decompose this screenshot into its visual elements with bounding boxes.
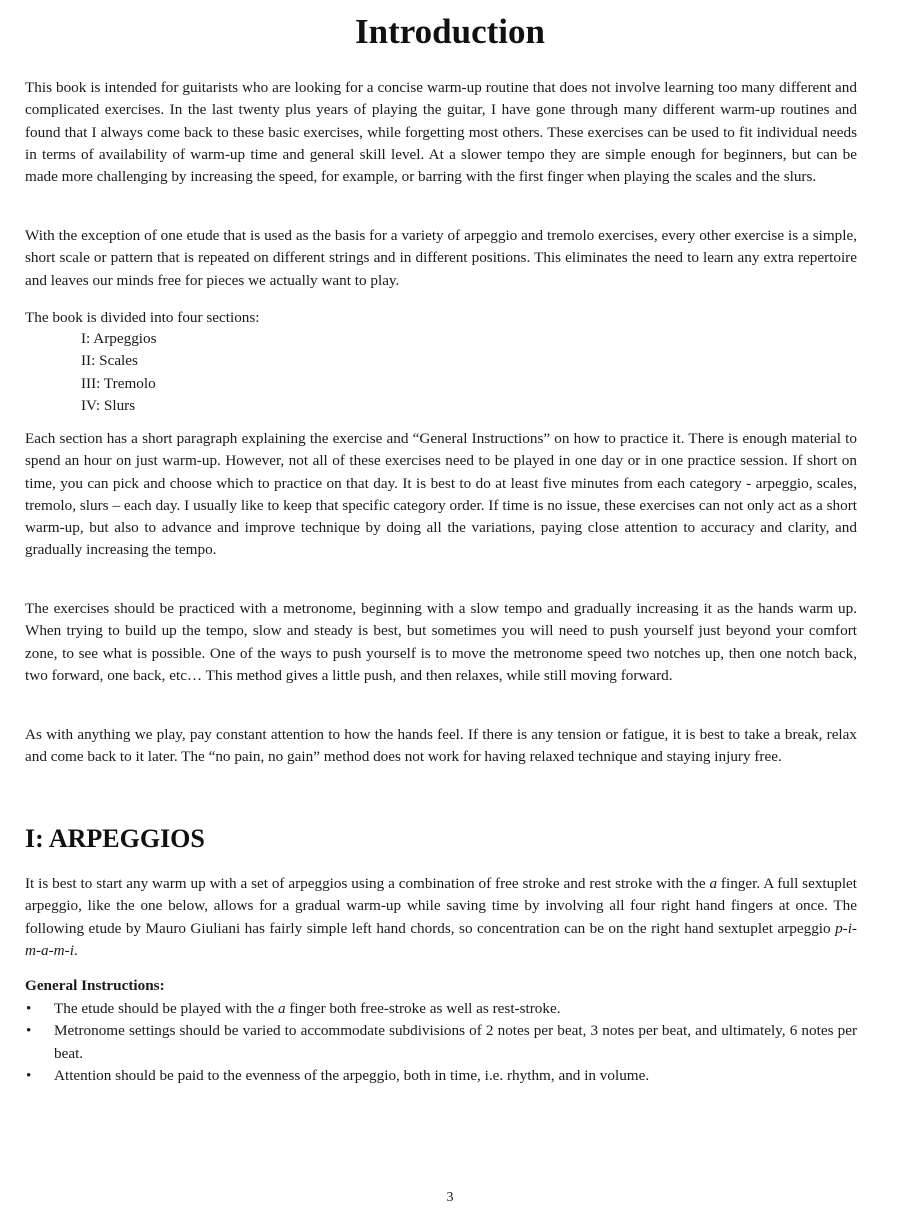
arpeggios-intro-text: finger. A full sextuplet arpeggio, like the one below, allows for a gradual warm-up while saving time by involving all four right hand fingers at once. The following etude by Mauro Giuliani has fairly simple left hand chords, so concentration can be on the right hand sextuplet arpeggio xyxy=(25,875,858,937)
finger-a-italic: a xyxy=(709,875,718,892)
paragraph-arpeggios-intro xyxy=(25,873,857,962)
list-item xyxy=(25,1065,857,1087)
general-instructions-list xyxy=(25,998,857,1087)
finger-a-italic: a xyxy=(277,1000,286,1017)
list-item xyxy=(25,1020,857,1065)
paragraph-tension: As with anything we play, pay constant attention to how the hands feel. If there is any tension or fatigue, it is best to take a break, relax and come back to it later. The “no pain, no gain” method does not work for having relaxed technique and staying injury free. xyxy=(25,726,857,766)
bullet-icon: • xyxy=(26,1000,32,1017)
section-item: II: Scales xyxy=(81,352,138,370)
arpeggios-heading: I: ARPEGGIOS xyxy=(25,824,205,853)
paragraph-section-overview: Each section has a short paragraph explaining the exercise and “General Instructions” on how to practice it. There is enough material to spend an hour on just warm-up. However, not all of these exercises need to be played in one day or in one practice session. If short on time, you can pick and choose which to practice on that day. It is best to do at least five minutes from each category - arpeggio, scales, tremolo, slurs – each day. I usually like to keep that specific category order. If time is no issue, these exercises can not only act as a short warm-up, but also to advance and improve technique by doing all the variations, paying close attention to accuracy and clarity, and gradually increasing the tempo. xyxy=(25,430,857,559)
page-number: 3 xyxy=(446,1190,454,1205)
bullet-text: Attention should be paid to the evenness of the arpeggio, both in time, i.e. rhythm, and in volume. xyxy=(54,1066,650,1084)
bullet-text: The etude should be played with the xyxy=(54,1000,278,1017)
bullet-icon: • xyxy=(26,1022,32,1040)
bullet-icon: • xyxy=(26,1066,32,1084)
paragraph-intro: This book is intended for guitarists who are looking for a concise warm-up routine that does not involve learning too many different and complicated exercises. In the last twenty plus years of playing the guitar, I have gone through many different warm-up routines and found that I always come back to these basic exercises, while forgetting most others. These exercises can be used to fit individual needs in terms of availability of warm-up time and general skill level. At a slower tempo they are simple enough for beginners, but can be made more challenging by increasing the speed, for example, or barring with the first finger when playing the scales and the slurs. xyxy=(25,79,857,186)
page-title: Introduction xyxy=(355,12,545,51)
section-item: III: Tremolo xyxy=(81,374,156,392)
paragraph-sections-lead: The book is divided into four sections: xyxy=(25,309,260,326)
section-item: IV: Slurs xyxy=(81,396,136,414)
paragraph-metronome: The exercises should be practiced with a metronome, beginning with a slow tempo and gradually increasing it as the hands warm up. When trying to build up the tempo, slow and steady is best, but sometimes you will need to push yourself just beyond your comfort zone, to see what is possible. One of the ways to push yourself is to move the metronome speed two notches up, then one notch back, two forward, one back, etc… This method gives a little push, and then relaxes, while still moving forward. xyxy=(25,600,857,684)
bullet-text: finger both free-stroke as well as rest-stroke. xyxy=(285,1000,561,1017)
arpeggio-pattern-italic: p-i-m-a-m-i xyxy=(25,919,857,959)
section-item: I: Arpeggios xyxy=(81,330,157,347)
general-instructions-title: General Instructions: xyxy=(25,977,165,994)
section-list xyxy=(81,328,157,417)
bullet-text: Metronome settings should be varied to accommodate subdivisions of 2 notes per beat, 3 notes per beat, and ultimately, 6 notes per beat. xyxy=(54,1022,857,1062)
list-item xyxy=(25,998,857,1020)
arpeggios-intro-text: It is best to start any warm up with a set of arpeggios using a combination of free stroke and rest stroke with the xyxy=(25,875,710,892)
paragraph-exception: With the exception of one etude that is used as the basis for a variety of arpeggio and tremolo exercises, every other exercise is a simple, short scale or pattern that is repeated on different strings and in different positions. This eliminates the need to learn any extra repertoire and leaves our minds free for pieces we actually want to play. xyxy=(25,227,857,289)
arpeggios-intro-text: . xyxy=(73,941,78,959)
